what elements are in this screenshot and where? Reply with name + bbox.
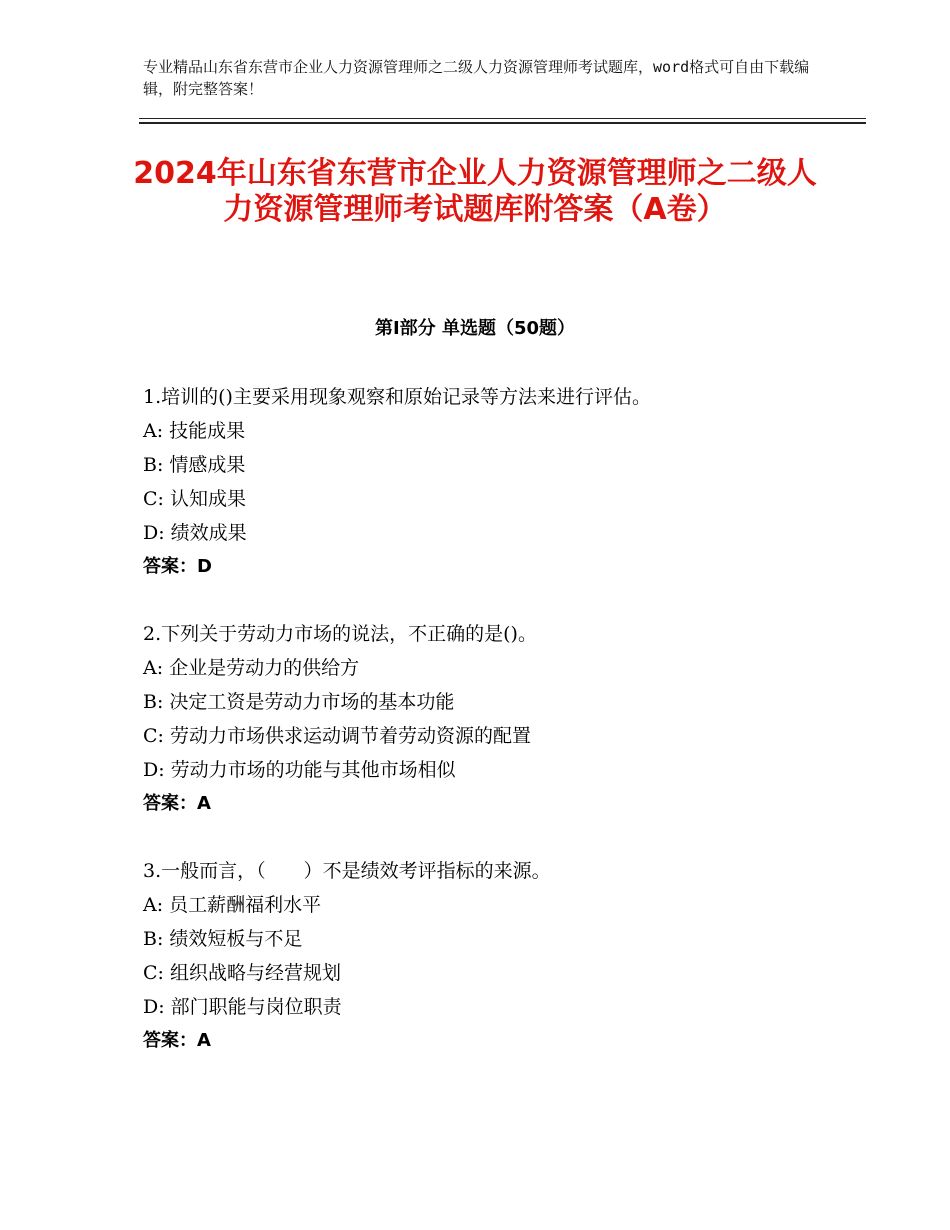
- option-a: A: 企业是劳动力的供给方: [143, 657, 360, 679]
- question-item: [143, 854, 863, 1058]
- option-b: B: 绩效短板与不足: [143, 928, 303, 950]
- question-stem: 1.培训的()主要采用现象观察和原始记录等方法来进行评估。: [143, 386, 651, 408]
- option-d: D: 劳动力市场的功能与其他市场相似: [143, 759, 456, 781]
- header-divider-thin: [139, 118, 866, 119]
- option-a: A: 员工薪酬福利水平: [143, 894, 322, 916]
- answer-line: 答案：A: [143, 1030, 211, 1051]
- question-stem: 2.下列关于劳动力市场的说法，不正确的是()。: [143, 623, 537, 645]
- option-d: D: 绩效成果: [143, 522, 247, 544]
- header-divider-thick: [139, 122, 866, 124]
- answer-line: 答案：A: [143, 793, 211, 814]
- option-a: A: 技能成果: [143, 420, 246, 442]
- option-d: D: 部门职能与岗位职责: [143, 996, 342, 1018]
- option-b: B: 情感成果: [143, 454, 246, 476]
- header-note: 专业精品山东省东营市企业人力资源管理师之二级人力资源管理师考试题库，word格式可自由下载编辑，附完整答案！: [143, 58, 810, 98]
- question-item: [143, 380, 863, 584]
- answer-line: 答案：D: [143, 556, 212, 577]
- option-b: B: 决定工资是劳动力市场的基本功能: [143, 691, 455, 713]
- question-stem: 3.一般而言，（ ）不是绩效考评指标的来源。: [143, 860, 551, 882]
- document-title: 2024年山东省东营市企业人力资源管理师之二级人力资源管理师考试题库附答案（A卷）: [133, 156, 817, 227]
- option-c: C: 劳动力市场供求运动调节着劳动资源的配置: [143, 725, 531, 747]
- question-item: [143, 617, 863, 821]
- question-list: [143, 380, 863, 1091]
- option-c: C: 认知成果: [143, 488, 246, 510]
- section-heading: 第Ⅰ部分 单选题（50题）: [374, 318, 575, 339]
- option-c: C: 组织战略与经营规划: [143, 962, 341, 984]
